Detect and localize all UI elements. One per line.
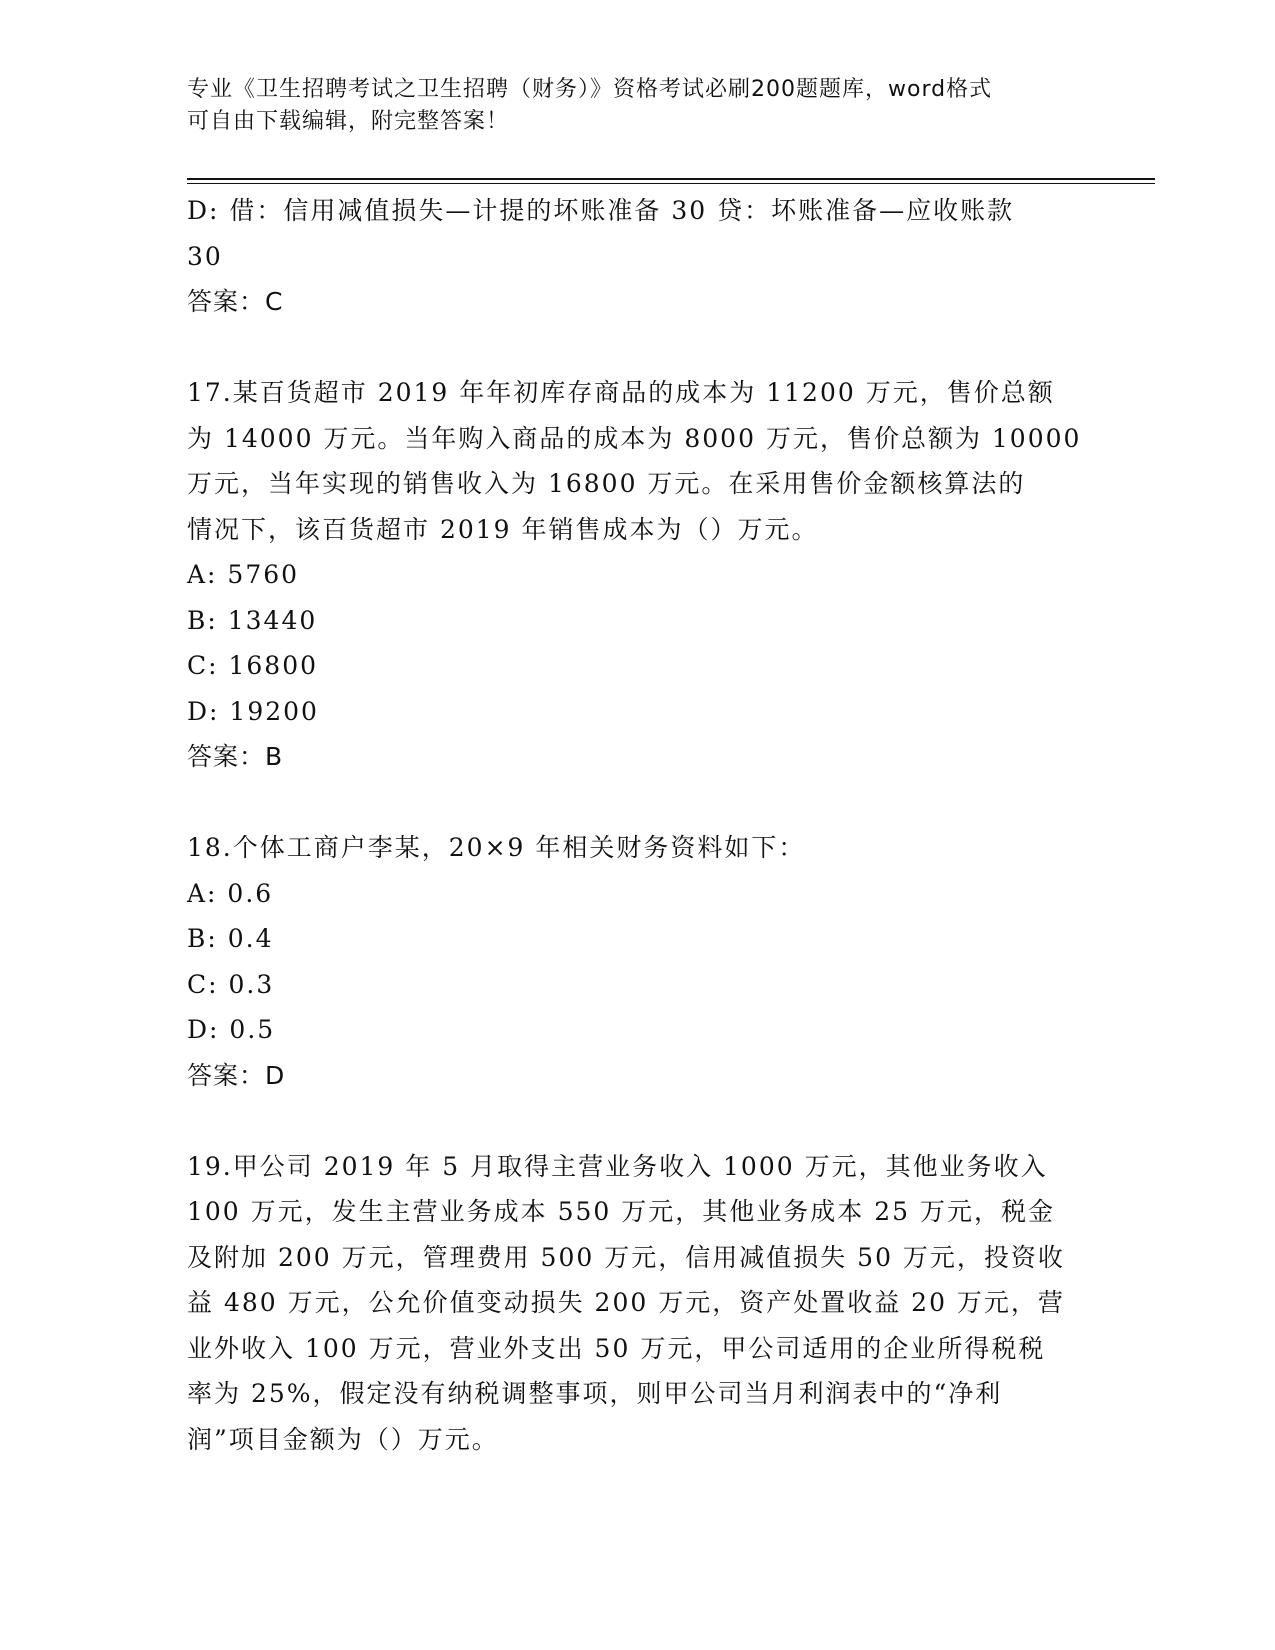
question-stem-line: 率为 25%，假定没有纳税调整事项，则甲公司当月利润表中的“净利 [187, 1379, 1003, 1408]
option-d-continuation: 30 [187, 241, 223, 271]
question-stem-line: 100 万元，发生主营业务成本 550 万元，其他业务成本 25 万元，税金 [187, 1197, 1055, 1226]
question-stem-line: 万元，当年实现的销售收入为 16800 万元。在采用售价金额核算法的 [187, 469, 1026, 498]
answer: 答案：C [187, 287, 284, 316]
header-divider [187, 178, 1155, 184]
document-header [187, 74, 1067, 138]
question-stem-line: 益 480 万元，公允价值变动损失 200 万元，资产处置收益 20 万元，营 [187, 1288, 1065, 1317]
option-b: B: 13440 [187, 605, 318, 635]
question-19 [187, 1144, 1067, 1463]
question-stem-line: 润”项目金额为（）万元。 [187, 1424, 499, 1454]
spacer [187, 780, 1067, 826]
question-17 [187, 370, 1082, 780]
answer: 答案：B [187, 742, 284, 771]
question-stem-line: 17.某百货超市 2019 年年初库存商品的成本为 11200 万元，售价总额 [187, 378, 1055, 407]
question-list [187, 188, 1082, 1462]
spacer [187, 325, 1067, 371]
option-a: A: 5760 [187, 560, 300, 589]
question-stem-line: 业外收入 100 万元，营业外支出 50 万元，甲公司适用的企业所得税税 [187, 1333, 1046, 1363]
header-line-2: 可自由下载编辑，附完整答案！ [187, 109, 510, 134]
option-a: A: 0.6 [187, 878, 274, 908]
spacer [187, 1098, 1067, 1144]
question-18 [187, 825, 1067, 1098]
option-b: B: 0.4 [187, 924, 274, 953]
option-c: C: 16800 [187, 651, 319, 680]
question-stem-line: 19.甲公司 2019 年 5 月取得主营业务收入 1000 万元，其他业务收入 [187, 1151, 1048, 1181]
question-stem-line: 及附加 200 万元，管理费用 500 万元，信用减值损失 50 万元，投资收 [187, 1242, 1065, 1272]
option-d: D: 19200 [187, 696, 319, 726]
option-d: D: 借：信用减值损失—计提的坏账准备 30 贷：坏账准备—应收账款 [187, 196, 1015, 225]
answer: 答案：D [187, 1060, 286, 1090]
question-stem-line: 为 14000 万元。当年购入商品的成本为 8000 万元，售价总额为 10000 [187, 423, 1082, 453]
option-d: D: 0.5 [187, 1015, 276, 1044]
header-line-1: 专业《卫生招聘考试之卫生招聘（财务）》资格考试必刷200题题库，word格式 [187, 77, 993, 102]
question-16 [187, 188, 1067, 325]
question-stem-line: 情况下，该百货超市 2019 年销售成本为（）万元。 [187, 514, 819, 544]
question-stem-line: 18.个体工商户李某，20×9 年相关财务资料如下： [187, 833, 806, 862]
option-c: C: 0.3 [187, 969, 275, 999]
